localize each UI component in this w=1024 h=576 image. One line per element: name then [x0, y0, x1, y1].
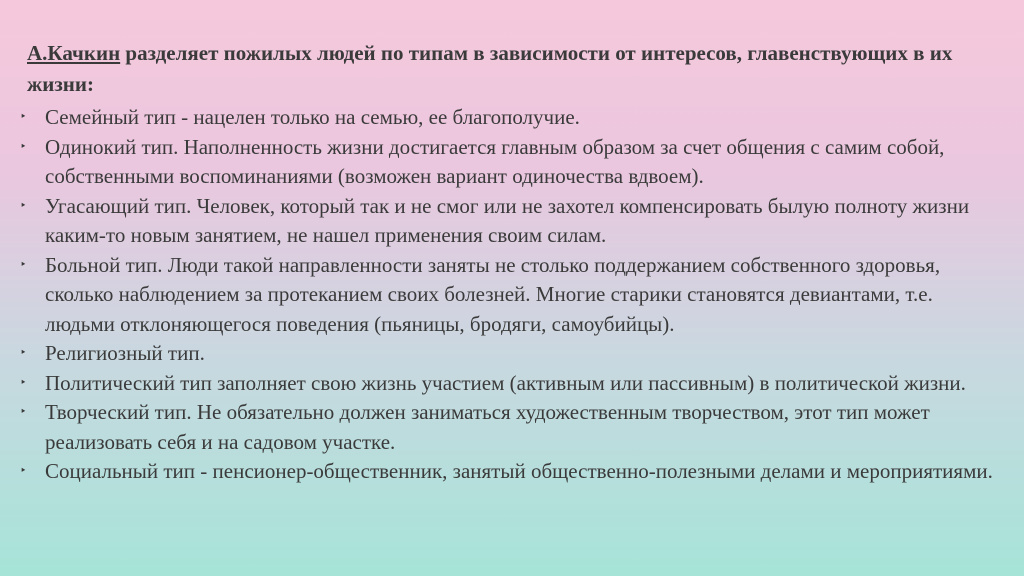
bullet-arrow-icon: ‣ [20, 376, 27, 389]
bullet-arrow-icon: ‣ [20, 406, 27, 418]
bullet-arrow-icon: ‣ [20, 258, 27, 271]
bullet-arrow-icon: ‣ [20, 347, 27, 359]
list-item [0, 339, 1024, 369]
list-item-text: Религиозный тип. [45, 341, 205, 365]
bullet-arrow-icon: ‣ [20, 140, 27, 153]
list-item [0, 398, 1024, 457]
list-item [0, 369, 1024, 399]
bullet-arrow-icon: ‣ [20, 465, 27, 477]
slide-heading [27, 38, 987, 100]
types-list [0, 103, 1024, 487]
list-item [0, 457, 1024, 487]
heading-author: А.Качкин [27, 41, 121, 65]
list-item-text: Творческий тип. Не обязательно должен заниматься художественным творчеством, этот тип может реализовать себя и на садовом участке. [45, 400, 930, 454]
list-item [0, 251, 1024, 340]
list-item-text: Политический тип заполняет свою жизнь участием (активным или пассивным) в политической жизни. [45, 370, 966, 395]
heading-text: разделяет пожилых людей по типам в зависимости от интересов, главенствующих в их жизни: [27, 41, 953, 96]
bullet-arrow-icon: ‣ [20, 111, 27, 123]
list-item [0, 192, 1024, 251]
list-item [0, 133, 1024, 192]
list-item [0, 103, 1024, 133]
list-item-text: Больной тип. Люди такой направленности заняты не столько поддержанием собственного здоровья, сколько наблюдением за протеканием своих болезней. Многие старики становятся девиантами, т.е. людьми отклоняющегося поведения (пьяницы, бродяги, самоубийцы). [45, 252, 941, 336]
list-item-text: Одинокий тип. Наполненность жизни достигается главным образом за счет общения с самим собой, собственными воспоминаниями (возможен вариант одиночества вдвоем). [45, 134, 945, 188]
list-item-text: Угасающий тип. Человек, который так и не смог или не захотел компенсировать былую полноту жизни каким-то новым занятием, не нашел применения своим силам. [45, 193, 970, 247]
list-item-text: Социальный тип - пенсионер-общественник, занятый общественно-полезными делами и мероприятиями. [45, 459, 993, 483]
bullet-arrow-icon: ‣ [20, 199, 27, 212]
list-item-text: Семейный тип - нацелен только на семью, ее благополучие. [45, 105, 580, 129]
